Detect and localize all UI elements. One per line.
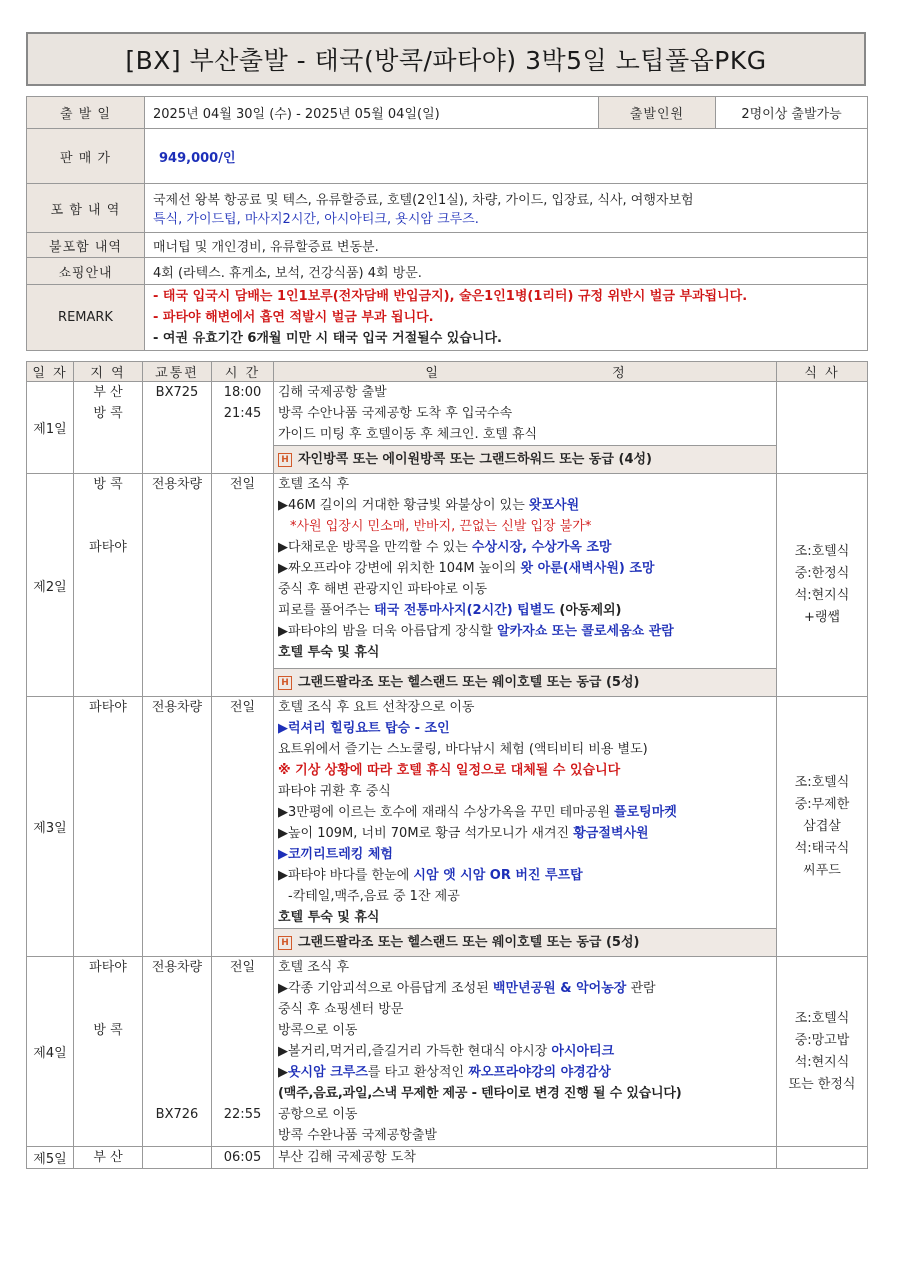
time-cell xyxy=(212,382,274,474)
include-line-1: 국제선 왕복 항공료 및 텍스, 유류할증료, 호텔(2인1실), 차량, 가이드, 입장료, 식사, 여행자보험 xyxy=(153,193,694,208)
hotel-icon: H xyxy=(278,936,292,950)
region-cell xyxy=(74,382,143,474)
schedule-cell xyxy=(274,1147,777,1169)
hotel-icon: H xyxy=(278,453,292,467)
schedule-line: 호텔 조식 후 요트 선착장으로 이동 xyxy=(278,700,475,715)
people-label: 출발인원 xyxy=(599,97,716,129)
transport-cell xyxy=(143,1147,212,1169)
header-schedule: 일 정 xyxy=(274,362,777,382)
remark-line-3: - 여권 유효기간 6개월 미만 시 태국 입국 거절될수 있습니다. xyxy=(153,331,502,346)
meal: 중:무제한 xyxy=(794,796,850,812)
schedule-line: 방콕 수안나품 국제공항 도착 후 입국수속 xyxy=(278,406,513,421)
schedule-line: 호텔 투숙 및 휴식 xyxy=(278,645,380,660)
header-time: 시 간 xyxy=(212,362,274,382)
meal: 석:태국식 xyxy=(794,840,850,856)
schedule-line: -칵테일,맥주,음료 중 1잔 제공 xyxy=(288,889,460,904)
meal-cell xyxy=(777,382,868,474)
time: 22:55 xyxy=(223,1107,262,1122)
time: 21:45 xyxy=(223,406,262,421)
schedule-line: ▶럭셔리 힐링요트 탑승 - 조인 xyxy=(278,721,450,736)
schedule-line: (맥주,음료,과일,스낵 무제한 제공 - 텐타이로 변경 진행 될 수 있습니다) xyxy=(278,1086,682,1101)
schedule-line: 방콕 수완나품 국제공항출발 xyxy=(278,1128,437,1143)
people-value: 2명이상 출발가능 xyxy=(716,97,868,129)
schedule-line: ▶볼거리,먹거리,즐길거리 가득한 현대식 야시장 아시아티크 xyxy=(278,1044,615,1059)
time: 전일 xyxy=(229,960,256,975)
header-day: 일 자 xyxy=(27,362,74,382)
flight: BX725 xyxy=(155,385,199,400)
meal: 조:호텔식 xyxy=(794,1010,850,1026)
hotel-line xyxy=(274,928,776,956)
info-table xyxy=(26,96,868,351)
meal-cell xyxy=(777,1147,868,1169)
remark-line-1: - 태국 입국시 담배는 1인1보루(전자담배 반입금지), 술은1인1병(1리터) 규정 위반시 벌금 부과됩니다. xyxy=(153,289,748,304)
time: 전일 xyxy=(229,700,256,715)
schedule-line: 방콕으로 이동 xyxy=(278,1023,358,1038)
header-meal: 식 사 xyxy=(777,362,868,382)
schedule-line: 부산 김해 국제공항 도착 xyxy=(278,1150,416,1165)
exclude-value: 매너팁 및 개인경비, 유류할증료 변동분. xyxy=(145,233,868,258)
meal: 석:현지식 xyxy=(794,588,850,603)
day-row-2 xyxy=(27,474,868,697)
schedule-cell xyxy=(274,957,777,1147)
transport: 전용차량 xyxy=(151,960,203,975)
flight: BX726 xyxy=(155,1107,199,1122)
schedule-line: ▶파타야 바다를 한눈에 시암 앳 시암 OR 버진 루프탑 xyxy=(278,868,583,883)
time: 18:00 xyxy=(223,385,262,400)
hotel-icon: H xyxy=(278,676,292,690)
hotel-name: 자인방콕 또는 에이원방콕 또는 그랜드하워드 또는 동급 (4성) xyxy=(298,452,653,467)
meal: +랭쌥 xyxy=(803,610,840,625)
remark-label: REMARK xyxy=(27,285,145,351)
schedule-line: ▶코끼리트레킹 체험 xyxy=(278,847,393,862)
transport: 전용차량 xyxy=(151,477,203,492)
meal: 또는 한정식 xyxy=(788,1076,856,1092)
day-row-5 xyxy=(27,1147,868,1169)
schedule-line: 호텔 조식 후 xyxy=(278,960,350,975)
region-cell xyxy=(74,697,143,957)
region: 파타야 xyxy=(89,700,127,715)
schedule-line: 가이드 미팅 후 호텔이동 후 체크인. 호텔 휴식 xyxy=(278,427,538,442)
schedule-line: 김해 국제공항 출발 xyxy=(278,385,387,400)
time-cell xyxy=(212,474,274,697)
meal-cell xyxy=(777,957,868,1147)
schedule-line: 파타야 귀환 후 중식 xyxy=(278,784,391,799)
schedule-line: ▶3만평에 이르는 호수에 재래식 수상가옥을 꾸민 테마공원 플로팅마켓 xyxy=(278,805,677,820)
schedule-line: 공항으로 이동 xyxy=(278,1107,358,1122)
region: 부 산 xyxy=(93,385,123,400)
region-cell xyxy=(74,474,143,697)
include-value xyxy=(145,184,868,233)
schedule-line: 호텔 투숙 및 휴식 xyxy=(278,910,380,925)
day-row-4 xyxy=(27,957,868,1147)
meal-cell xyxy=(777,697,868,957)
schedule-line: ※ 기상 상황에 따라 호텔 휴식 일정으로 대체될 수 있습니다 xyxy=(278,763,621,778)
day-label: 제4일 xyxy=(27,957,74,1147)
schedule-line: ▶높이 109M, 너비 70M로 황금 석가모니가 새겨진 황금절벽사원 xyxy=(278,826,649,841)
day-label: 제3일 xyxy=(27,697,74,957)
shopping-value: 4회 (라텍스. 휴게소, 보석, 건강식품) 4회 방문. xyxy=(145,258,868,285)
meal: 씨푸드 xyxy=(803,862,841,878)
remark-line-2: - 파타야 해변에서 흡연 적발시 벌금 부과 됩니다. xyxy=(153,310,434,325)
schedule-line: ▶파타야의 밤을 더욱 아름답게 장식할 알카자쇼 또는 콜로세움쇼 관람 xyxy=(278,624,674,639)
schedule-line: *사원 입장시 민소매, 반바지, 끈없는 신발 입장 불가* xyxy=(290,519,592,534)
price-label: 판 매 가 xyxy=(27,129,145,184)
include-line-2: 특식, 가이드팁, 마사지2시간, 아시아티크, 욧시암 크루즈. xyxy=(153,212,479,227)
time-cell xyxy=(212,697,274,957)
schedule-line: 피로를 풀어주는 태국 전통마사지(2시간) 팁별도 (아동제외) xyxy=(278,603,622,618)
meal: 중:망고밥 xyxy=(794,1032,850,1048)
day-row-1 xyxy=(27,382,868,474)
meal: 중:한정식 xyxy=(794,566,850,581)
schedule-line: 호텔 조식 후 xyxy=(278,477,350,492)
schedule-line: 중식 후 해변 관광지인 파타야로 이동 xyxy=(278,582,488,597)
hotel-line xyxy=(274,668,776,696)
remark-value xyxy=(145,285,868,351)
meal: 조:호텔식 xyxy=(794,544,850,559)
schedule-line: ▶46M 길이의 거대한 황금빛 와불상이 있는 왓포사원 xyxy=(278,498,580,513)
hotel-name: 그랜드팔라조 또는 헬스랜드 또는 웨이호텔 또는 동급 (5성) xyxy=(298,935,640,950)
region: 방 콕 xyxy=(93,406,123,421)
schedule-cell xyxy=(274,697,777,957)
itinerary-table xyxy=(26,361,868,1169)
day-label: 제1일 xyxy=(27,382,74,474)
hotel-line xyxy=(274,445,776,473)
region: 방 콕 xyxy=(93,1023,123,1038)
region: 부 산 xyxy=(93,1150,123,1165)
transport: 전용차량 xyxy=(151,700,203,715)
schedule-cell xyxy=(274,382,777,474)
time: 06:05 xyxy=(223,1150,262,1165)
schedule-line: ▶욧시암 크루즈를 타고 환상적인 짜오프라야강의 야경감상 xyxy=(278,1065,611,1080)
transport-cell xyxy=(143,957,212,1147)
meal: 삼겹살 xyxy=(803,818,841,834)
header-transport: 교통편 xyxy=(143,362,212,382)
meal: 석:현지식 xyxy=(794,1054,850,1070)
time-cell xyxy=(212,1147,274,1169)
transport-cell xyxy=(143,697,212,957)
hotel-name: 그랜드팔라조 또는 헬스랜드 또는 웨이호텔 또는 동급 (5성) xyxy=(298,675,640,690)
meal: 조:호텔식 xyxy=(794,774,850,790)
shopping-label: 쇼핑안내 xyxy=(27,258,145,285)
schedule-line: ▶다채로운 방콕을 만끽할 수 있는 수상시장, 수상가옥 조망 xyxy=(278,540,612,555)
schedule-line: 중식 후 쇼핑센터 방문 xyxy=(278,1002,404,1017)
region: 파타야 xyxy=(89,540,127,555)
schedule-line: 요트위에서 즐기는 스노쿨링, 바다낚시 체험 (액티비티 비용 별도) xyxy=(278,742,648,757)
schedule-cell xyxy=(274,474,777,697)
day-row-3 xyxy=(27,697,868,957)
day-label: 제2일 xyxy=(27,474,74,697)
include-label: 포 함 내 역 xyxy=(27,184,145,233)
departure-label: 출 발 일 xyxy=(27,97,145,129)
day-label: 제5일 xyxy=(27,1147,74,1169)
departure-value: 2025년 04월 30일 (수) - 2025년 05월 04일(일) xyxy=(145,97,599,129)
exclude-label: 불포함 내역 xyxy=(27,233,145,258)
header-region: 지 역 xyxy=(74,362,143,382)
schedule-line: ▶각종 기암괴석으로 아름답게 조성된 백만년공원 & 악어농장 관람 xyxy=(278,981,656,996)
time-cell xyxy=(212,957,274,1147)
time: 전일 xyxy=(229,477,256,492)
transport-cell xyxy=(143,474,212,697)
transport-cell xyxy=(143,382,212,474)
region-cell xyxy=(74,1147,143,1169)
schedule-line: ▶짜오프라야 강변에 위치한 104M 높이의 왓 아룬(새벽사원) 조망 xyxy=(278,561,655,576)
region: 방 콕 xyxy=(93,477,123,492)
region-cell xyxy=(74,957,143,1147)
page-title: [BX] 부산출발 - 태국(방콕/파타야) 3박5일 노팁풀옵PKG xyxy=(26,32,866,86)
region: 파타야 xyxy=(89,960,127,975)
price-value: 949,000/인 xyxy=(145,129,868,184)
meal-cell xyxy=(777,474,868,697)
